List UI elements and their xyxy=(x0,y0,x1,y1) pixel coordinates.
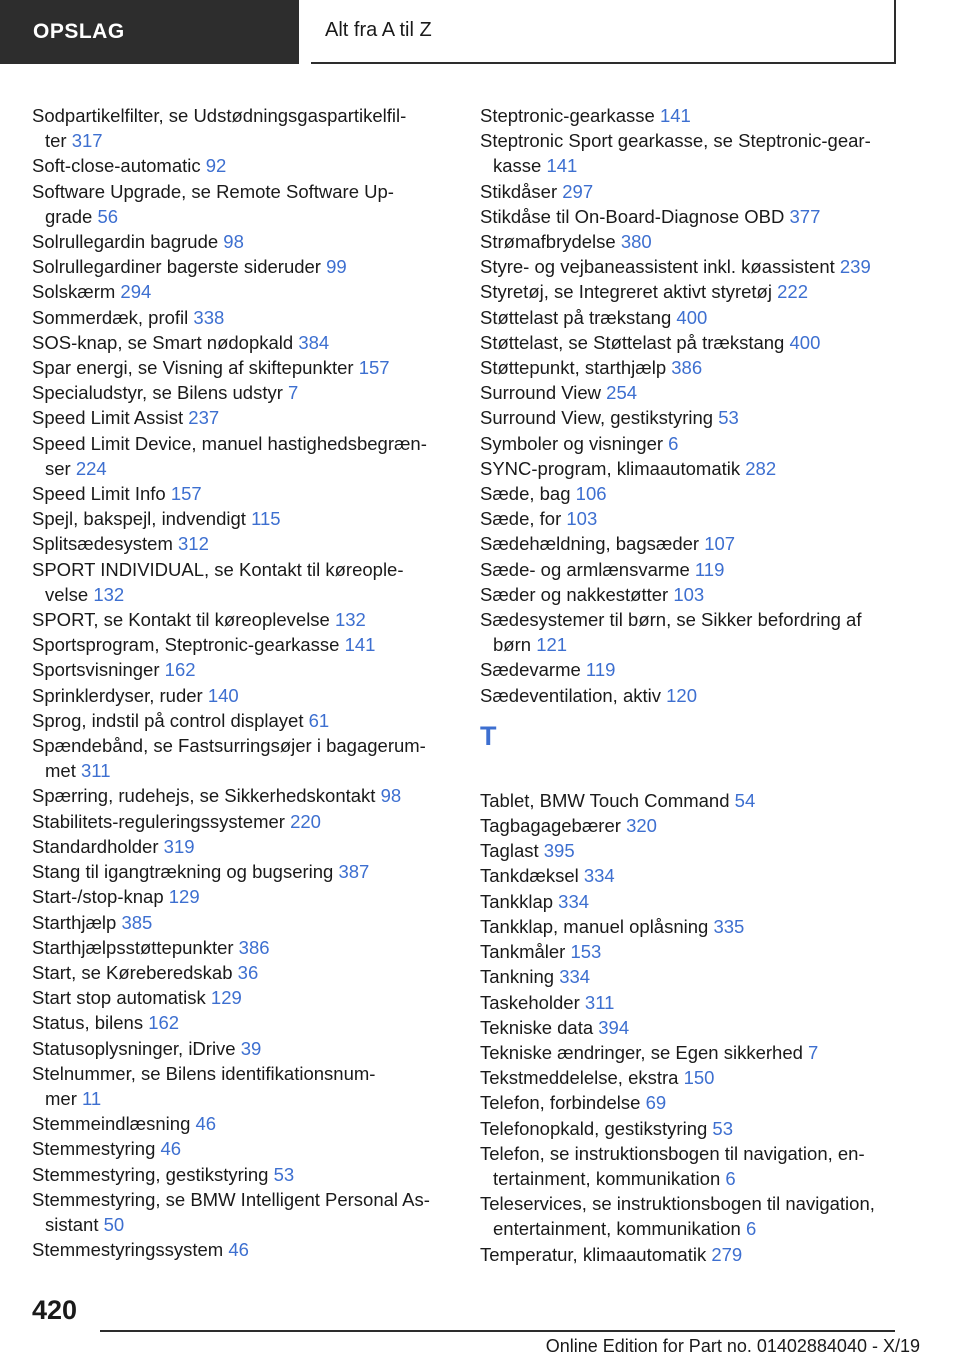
index-entry xyxy=(480,305,900,330)
index-column-left xyxy=(32,103,452,1262)
index-entry xyxy=(480,254,900,279)
entry-term-continued: ser xyxy=(45,457,71,479)
index-entry xyxy=(480,788,900,813)
entry-term: Spejl, bakspejl, indvendigt xyxy=(32,508,246,530)
page-reference-link[interactable]: 157 xyxy=(170,483,202,505)
index-entry xyxy=(32,1136,452,1161)
page-reference-link[interactable]: 380 xyxy=(620,231,652,253)
entry-term: Statusoplysninger, iDrive xyxy=(32,1037,236,1059)
entry-term: Sæde, for xyxy=(480,508,562,530)
page-reference-link[interactable]: 6 xyxy=(745,1218,757,1240)
page-reference-link[interactable]: 103 xyxy=(673,583,705,605)
page-reference-link[interactable]: 99 xyxy=(326,256,347,278)
page-reference-link[interactable]: 141 xyxy=(659,105,691,126)
index-group-t xyxy=(480,788,900,1267)
entry-term: Solrullegardiner bagerste sideruder xyxy=(32,256,321,278)
entry-term: Starthjælpsstøttepunkter xyxy=(32,936,234,958)
page-reference-link[interactable]: 129 xyxy=(210,987,242,1009)
index-entry xyxy=(32,506,452,531)
entry-term: Sædeventilation, aktiv xyxy=(480,684,661,706)
page-reference-link[interactable]: 150 xyxy=(683,1067,715,1089)
entry-term: Standardholder xyxy=(32,835,159,857)
index-entry xyxy=(32,985,452,1010)
entry-term: Splitsædesystem xyxy=(32,533,173,555)
entry-term: Software Upgrade, se Remote Software Up- xyxy=(32,180,394,202)
page-reference-link[interactable]: 334 xyxy=(583,865,615,887)
index-entry xyxy=(480,506,900,531)
entry-term: Tagbagagebærer xyxy=(480,815,621,837)
page-reference-link[interactable]: 222 xyxy=(777,281,808,303)
page-reference-link[interactable]: 7 xyxy=(808,1041,819,1063)
index-entry xyxy=(480,914,900,939)
index-entry xyxy=(32,1036,452,1061)
index-entry xyxy=(32,834,452,859)
page-reference-link[interactable]: 282 xyxy=(745,457,777,479)
index-entry xyxy=(32,431,452,481)
entry-term-continued: entertainment, kommunikation xyxy=(493,1218,741,1240)
entry-term: Surround View xyxy=(480,382,602,404)
index-entry xyxy=(480,405,900,430)
entry-term: Steptronic Sport gearkasse, se Steptronic-gear- xyxy=(480,130,871,152)
entry-term: Stemmestyringssystem xyxy=(32,1239,224,1261)
page-reference-link[interactable]: 107 xyxy=(704,533,736,555)
index-entry xyxy=(32,910,452,935)
entry-term: Tankmåler xyxy=(480,941,566,963)
page-reference-link[interactable]: 386 xyxy=(238,936,270,958)
entry-term: Teleservices, se instruktionsbogen til navigation, xyxy=(480,1193,875,1215)
entry-term: Symboler og visninger xyxy=(480,432,664,454)
entry-term: Stabilitets-reguleringssystemer xyxy=(32,810,285,832)
index-entry xyxy=(32,229,452,254)
page-reference-link[interactable]: 46 xyxy=(195,1113,217,1135)
index-entry xyxy=(32,783,452,808)
index-entry xyxy=(32,809,452,834)
index-entry xyxy=(480,204,900,229)
page-reference-link[interactable]: 334 xyxy=(559,966,591,988)
index-entry xyxy=(480,813,900,838)
index-entry xyxy=(32,632,452,657)
page-reference-link[interactable]: 319 xyxy=(163,835,195,857)
entry-term-continued: grade xyxy=(45,205,93,227)
page-reference-link[interactable]: 140 xyxy=(207,684,239,706)
page-reference-link[interactable]: 46 xyxy=(228,1239,249,1261)
page-reference-link[interactable]: 395 xyxy=(543,840,575,862)
entry-term: Steptronic-gearkasse xyxy=(480,105,655,126)
page-reference-link[interactable]: 394 xyxy=(598,1016,630,1038)
entry-term: Temperatur, klimaautomatik xyxy=(480,1243,707,1265)
index-entry xyxy=(480,1191,900,1241)
index-entry xyxy=(32,683,452,708)
entry-term: SOS-knap, se Smart nødopkald xyxy=(32,331,294,353)
entry-term: SPORT, se Kontakt til køreoplevelse xyxy=(32,609,330,631)
page-reference-link[interactable]: 53 xyxy=(273,1163,295,1185)
page-reference-link[interactable]: 132 xyxy=(334,609,366,631)
entry-term: Støttepunkt, starthjælp xyxy=(480,357,667,379)
index-entry xyxy=(32,355,452,380)
index-entry xyxy=(32,1187,452,1237)
entry-term: Stelnummer, se Bilens identifikationsnum- xyxy=(32,1062,376,1084)
page-reference-link[interactable]: 400 xyxy=(789,331,821,353)
index-entry xyxy=(480,531,900,556)
entry-term: Sæde, bag xyxy=(480,483,571,505)
page-reference-link[interactable]: 220 xyxy=(290,810,321,832)
index-entry xyxy=(480,355,900,380)
index-entry xyxy=(480,279,900,304)
entry-term: Stang til igangtrækning og bugsering xyxy=(32,861,334,883)
entry-term: Status, bilens xyxy=(32,1012,144,1034)
page-reference-link[interactable]: 98 xyxy=(223,231,244,253)
entry-term: Sæder og nakkestøtter xyxy=(480,583,669,605)
index-entry xyxy=(32,531,452,556)
page-reference-link[interactable]: 53 xyxy=(712,1117,733,1139)
footer-divider xyxy=(100,1330,895,1332)
index-entry xyxy=(480,1015,900,1040)
page-reference-link[interactable]: 6 xyxy=(668,432,679,454)
entry-term: Solrullegardin bagrude xyxy=(32,231,219,253)
page-reference-link[interactable]: 132 xyxy=(93,583,125,605)
section-tab: OPSLAG xyxy=(0,0,299,64)
page-reference-link[interactable]: 129 xyxy=(168,886,200,908)
index-entry xyxy=(480,456,900,481)
index-entry xyxy=(32,1010,452,1035)
page-reference-link[interactable]: 53 xyxy=(718,407,739,429)
index-entry xyxy=(480,1090,900,1115)
page-reference-link[interactable]: 239 xyxy=(839,256,871,278)
entry-term: Tablet, BMW Touch Command xyxy=(480,789,730,811)
page-reference-link[interactable]: 320 xyxy=(626,815,657,837)
page-reference-link[interactable]: 384 xyxy=(298,331,330,353)
entry-term-continued: kasse xyxy=(493,155,542,177)
index-entry xyxy=(480,1242,900,1267)
index-entry xyxy=(32,1061,452,1111)
entry-term-continued: sistant xyxy=(45,1213,99,1235)
entry-term: Stemmestyring, se BMW Intelligent Personal As- xyxy=(32,1188,430,1210)
index-entry xyxy=(32,935,452,960)
entry-term-continued: børn xyxy=(493,634,532,656)
index-entry xyxy=(32,1237,452,1262)
entry-term: Tekstmeddelelse, ekstra xyxy=(480,1067,679,1089)
page-reference-link[interactable]: 386 xyxy=(671,357,703,379)
page-reference-link[interactable]: 39 xyxy=(240,1037,262,1059)
index-entry xyxy=(32,179,452,229)
page-reference-link[interactable]: 54 xyxy=(734,789,756,811)
page-reference-link[interactable]: 294 xyxy=(120,281,152,303)
index-entry xyxy=(480,1065,900,1090)
entry-term: Tankning xyxy=(480,966,555,988)
page-reference-link[interactable]: 237 xyxy=(188,407,220,429)
footer-edition: Online Edition for Part no. 01402884040 - X/19 xyxy=(545,1336,920,1356)
index-entry xyxy=(32,279,452,304)
index-entry xyxy=(32,380,452,405)
page-reference-link[interactable]: 119 xyxy=(585,659,616,681)
page-reference-link[interactable]: 311 xyxy=(80,760,111,782)
index-entry xyxy=(480,607,900,657)
entry-term: Specialudstyr, se Bilens udstyr xyxy=(32,382,283,404)
index-entry xyxy=(32,607,452,632)
entry-term: Tankdæksel xyxy=(480,865,579,887)
page-reference-link[interactable]: 312 xyxy=(178,533,209,555)
entry-term: Soft-close-automatic xyxy=(32,155,201,177)
entry-term: Start stop automatisk xyxy=(32,987,206,1009)
index-letter-heading: T xyxy=(480,720,497,751)
entry-term: Taskeholder xyxy=(480,991,580,1013)
entry-term: Surround View, gestikstyring xyxy=(480,407,714,429)
entry-term: Telefon, se instruktionsbogen til navigation, en- xyxy=(480,1142,865,1164)
index-entry xyxy=(32,859,452,884)
page-reference-link[interactable]: 317 xyxy=(71,130,103,152)
index-entry xyxy=(480,128,900,178)
page-reference-link[interactable]: 11 xyxy=(82,1087,102,1109)
page-reference-link[interactable]: 224 xyxy=(75,457,107,479)
index-entry xyxy=(480,179,900,204)
index-entry xyxy=(32,657,452,682)
entry-term: Sprinklerdyser, ruder xyxy=(32,684,203,706)
entry-term: Strømafbrydelse xyxy=(480,231,616,253)
page-reference-link[interactable]: 115 xyxy=(251,508,281,530)
page-reference-link[interactable]: 377 xyxy=(789,205,821,227)
index-entry xyxy=(480,557,900,582)
entry-term: Styretøj, se Integreret aktivt styretøj xyxy=(480,281,772,303)
entry-term: Sportsprogram, Steptronic-gearkasse xyxy=(32,634,340,656)
page-reference-link[interactable]: 334 xyxy=(558,890,590,912)
index-entry xyxy=(480,481,900,506)
index-entry xyxy=(480,939,900,964)
page-reference-link[interactable]: 69 xyxy=(645,1092,667,1114)
index-entry xyxy=(480,990,900,1015)
entry-term: Stemmeindlæsning xyxy=(32,1113,191,1135)
index-entry xyxy=(32,153,452,178)
index-entry xyxy=(480,380,900,405)
index-entry xyxy=(480,1141,900,1191)
page-reference-link[interactable]: 387 xyxy=(338,861,370,883)
page-reference-link[interactable]: 279 xyxy=(711,1243,743,1265)
entry-term: Tankklap, manuel oplåsning xyxy=(480,915,709,937)
index-entry xyxy=(480,863,900,888)
page-reference-link[interactable]: 400 xyxy=(676,306,708,328)
entry-term-continued: met xyxy=(45,760,76,782)
index-entry xyxy=(32,884,452,909)
index-entry xyxy=(32,733,452,783)
page-reference-link[interactable]: 153 xyxy=(570,941,602,963)
page-reference-link[interactable]: 141 xyxy=(344,634,376,656)
entry-term: Speed Limit Assist xyxy=(32,407,184,429)
entry-term: Sæde- og armlænsvarme xyxy=(480,558,690,580)
page-reference-link[interactable]: 103 xyxy=(566,508,598,530)
index-entry xyxy=(32,405,452,430)
page-reference-link[interactable]: 338 xyxy=(193,306,225,328)
entry-term-continued: ter xyxy=(45,130,67,152)
page-reference-link[interactable]: 119 xyxy=(694,558,725,580)
page-reference-link[interactable]: 121 xyxy=(536,634,568,656)
index-group-s xyxy=(480,103,900,708)
index-entry xyxy=(480,582,900,607)
entry-term: Telefon, forbindelse xyxy=(480,1092,641,1114)
entry-term: Sommerdæk, profil xyxy=(32,306,189,328)
entry-term: Spærring, rudehejs, se Sikkerhedskontakt xyxy=(32,785,376,807)
entry-term: Sædehældning, bagsæder xyxy=(480,533,700,555)
index-entry xyxy=(480,1116,900,1141)
page-reference-link[interactable]: 7 xyxy=(288,382,299,404)
entry-term: Stikdåser xyxy=(480,180,558,202)
page-reference-link[interactable]: 254 xyxy=(606,382,638,404)
page-reference-link[interactable]: 162 xyxy=(164,659,196,681)
entry-term: Speed Limit Device, manuel hastighedsbegræn- xyxy=(32,432,427,454)
entry-term: Solskærm xyxy=(32,281,116,303)
page-reference-link[interactable]: 162 xyxy=(148,1012,180,1034)
entry-term: SPORT INDIVIDUAL, se Kontakt til køreople- xyxy=(32,558,404,580)
entry-term: Stikdåse til On-Board-Diagnose OBD xyxy=(480,205,785,227)
entry-term: Start-/stop-knap xyxy=(32,886,164,908)
entry-term: Tankklap xyxy=(480,890,554,912)
entry-term-continued: velse xyxy=(45,583,89,605)
index-entry xyxy=(32,708,452,733)
page-reference-link[interactable]: 98 xyxy=(380,785,402,807)
index-entry xyxy=(480,103,900,128)
chapter-title: Alt fra A til Z xyxy=(311,0,896,64)
entry-term: Starthjælp xyxy=(32,911,117,933)
index-entry xyxy=(480,838,900,863)
index-entry xyxy=(480,431,900,456)
index-entry xyxy=(480,1040,900,1065)
index-entry xyxy=(32,305,452,330)
entry-term: Støttelast på trækstang xyxy=(480,306,672,328)
entry-term: Tekniske data xyxy=(480,1016,594,1038)
entry-term: Sprog, indstil på control displayet xyxy=(32,709,304,731)
page-reference-link[interactable]: 6 xyxy=(725,1167,736,1189)
entry-term: Speed Limit Info xyxy=(32,483,166,505)
entry-term: Taglast xyxy=(480,840,539,862)
index-column-right xyxy=(480,103,900,1267)
entry-term-continued: mer xyxy=(45,1087,77,1109)
page-reference-link[interactable]: 50 xyxy=(103,1213,125,1235)
page-reference-link[interactable]: 120 xyxy=(666,684,698,706)
page-reference-link[interactable]: 157 xyxy=(358,357,390,379)
index-entry xyxy=(32,960,452,985)
index-entry xyxy=(32,1111,452,1136)
entry-term: Spændebånd, se Fastsurringsøjer i bagagerum- xyxy=(32,735,426,757)
entry-term: Tekniske ændringer, se Egen sikkerhed xyxy=(480,1041,803,1063)
entry-term: Spar energi, se Visning af skiftepunkter xyxy=(32,357,354,379)
page-reference-link[interactable]: 335 xyxy=(713,915,745,937)
index-entry xyxy=(32,481,452,506)
entry-term: SYNC-program, klimaautomatik xyxy=(480,457,741,479)
page-reference-link[interactable]: 56 xyxy=(97,205,119,227)
index-entry xyxy=(32,103,452,153)
index-entry xyxy=(480,657,900,682)
page-reference-link[interactable]: 385 xyxy=(121,911,153,933)
entry-term: Stemmestyring, gestikstyring xyxy=(32,1163,269,1185)
page-reference-link[interactable]: 141 xyxy=(546,155,578,177)
index-entry xyxy=(480,683,900,708)
entry-term-continued: tertainment, kommunikation xyxy=(493,1167,721,1189)
page-reference-link[interactable]: 106 xyxy=(575,483,607,505)
page-reference-link[interactable]: 61 xyxy=(308,709,330,731)
index-entry xyxy=(480,889,900,914)
index-entry xyxy=(32,1162,452,1187)
index-entry xyxy=(480,964,900,989)
page-reference-link[interactable]: 46 xyxy=(160,1138,182,1160)
index-entry xyxy=(480,229,900,254)
index-entry xyxy=(32,330,452,355)
page-reference-link[interactable]: 92 xyxy=(205,155,227,177)
entry-term: Sportsvisninger xyxy=(32,659,160,681)
page-reference-link[interactable]: 36 xyxy=(237,961,259,983)
entry-term: Telefonopkald, gestikstyring xyxy=(480,1117,708,1139)
index-entry xyxy=(480,330,900,355)
entry-term: Sodpartikelfilter, se Udstødningsgaspartikelfil- xyxy=(32,105,407,126)
entry-term: Start, se Køreberedskab xyxy=(32,961,233,983)
entry-term: Styre- og vejbaneassistent inkl. køassistent xyxy=(480,256,835,278)
index-entry xyxy=(32,254,452,279)
entry-term: Sædevarme xyxy=(480,659,581,681)
page-reference-link[interactable]: 297 xyxy=(562,180,594,202)
page-reference-link[interactable]: 311 xyxy=(584,991,615,1013)
entry-term: Støttelast, se Støttelast på trækstang xyxy=(480,331,785,353)
entry-term: Stemmestyring xyxy=(32,1138,156,1160)
entry-term: Sædesystemer til børn, se Sikker befordring af xyxy=(480,609,862,631)
page-number: 420 xyxy=(32,1295,78,1325)
index-entry xyxy=(32,557,452,607)
